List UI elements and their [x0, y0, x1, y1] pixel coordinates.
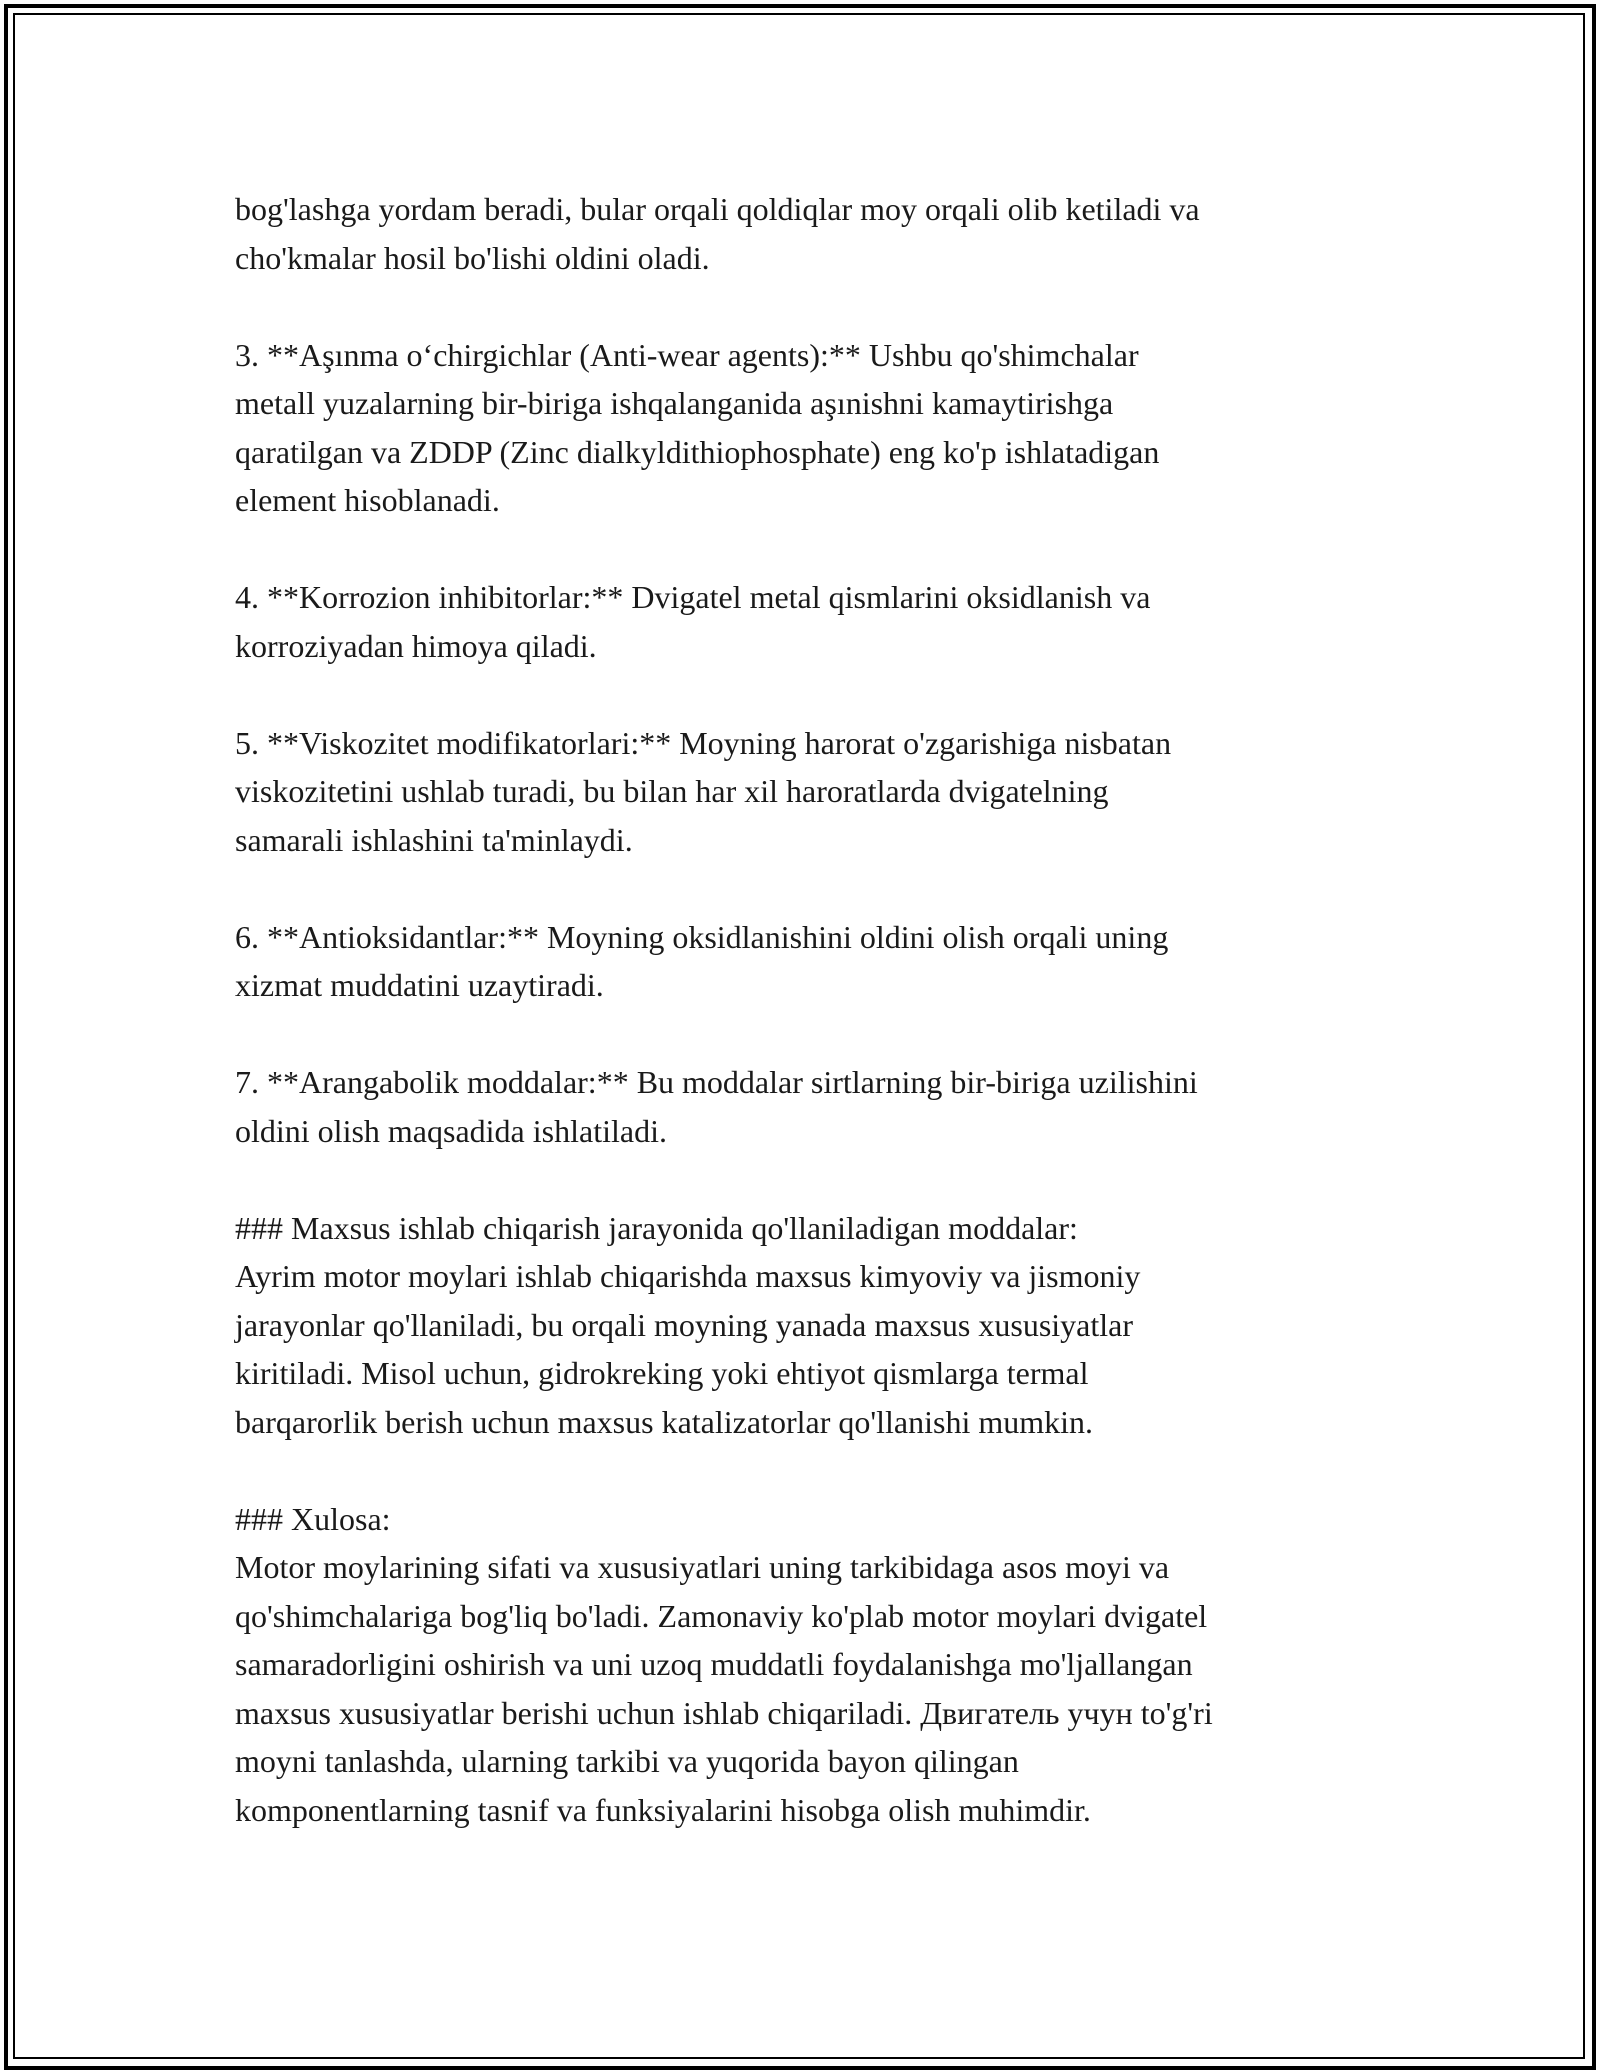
text-line: 7. **Arangabolik moddalar:** Bu moddalar sirtlarning bir-biriga uzilishini	[235, 1064, 1198, 1100]
text-line: maxsus xususiyatlar berishi uchun ishlab chiqariladi. Двигатель учун to'g'ri	[235, 1694, 1213, 1731]
text-line: element hisoblanadi.	[235, 482, 500, 518]
text-line: samaradorligini oshirish va uni uzoq muddatli foydalanishga mo'ljallangan	[235, 1646, 1193, 1682]
section-heading: ### Xulosa:	[235, 1500, 391, 1537]
section-conclusion	[235, 1495, 1385, 1835]
text-line: jarayonlar qo'llaniladi, bu orqali moyning yanada maxsus xususiyatlar	[235, 1306, 1133, 1343]
text-line: moyni tanlashda, ularning tarkibi va yuqorida bayon qilingan	[235, 1743, 1019, 1779]
text-line: Motor moylarining sifati va xususiyatlari uning tarkibidaga asos moyi va	[235, 1549, 1170, 1585]
paragraph-item-7	[235, 1058, 1385, 1155]
paragraph-item-3	[235, 331, 1385, 525]
document-body	[235, 185, 1385, 1834]
text-line: qo'shimchalariga bog'liq bo'ladi. Zamonaviy ko'plab motor moylari dvigatel	[235, 1597, 1208, 1634]
text-line: cho'kmalar hosil bo'lishi oldini oladi.	[235, 239, 710, 276]
text-line: qaratilgan va ZDDP (Zinc dialkyldithiophosphate) eng ko'p ishlatadigan	[235, 433, 1160, 470]
text-line: barqarorlik berish uchun maxsus katalizatorlar qo'llanishi mumkin.	[235, 1403, 1093, 1440]
text-line: bog'lashga yordam beradi, bular orqali qoldiqlar moy orqali olib ketiladi va	[235, 191, 1200, 227]
section-heading: ### Maxsus ishlab chiqarish jarayonida qo'llaniladigan moddalar:	[235, 1209, 1078, 1246]
text-line: 5. **Viskozitet modifikatorlari:** Moyning harorat o'zgarishiga nisbatan	[235, 724, 1172, 761]
text-line: oldini olish maqsadida ishlatiladi.	[235, 1112, 667, 1149]
paragraph-item-4	[235, 573, 1385, 670]
text-line: komponentlarning tasnif va funksiyalarini hisobga olish muhimdir.	[235, 1791, 1091, 1828]
text-line: metall yuzalarning bir-biriga ishqalanganida aşınishni kamaytirishga	[235, 385, 1114, 421]
text-line: 4. **Korrozion inhibitorlar:** Dvigatel metal qismlarini oksidlanish va	[235, 579, 1151, 615]
text-line: 6. **Antioksidantlar:** Moyning oksidlanishini oldini olish orqali uning	[235, 918, 1169, 955]
text-line: kiritiladi. Misol uchun, gidrokreking yoki ehtiyot qismlarga termal	[235, 1355, 1089, 1391]
text-line: korroziyadan himoya qiladi.	[235, 627, 597, 664]
text-line: samarali ishlashini ta'minlaydi.	[235, 821, 633, 858]
section-special-production	[235, 1204, 1385, 1447]
text-line: Ayrim motor moylari ishlab chiqarishda maxsus kimyoviy va jismoniy	[235, 1258, 1141, 1294]
text-line: xizmat muddatini uzaytiradi.	[235, 967, 604, 1003]
paragraph-item-6	[235, 913, 1385, 1010]
paragraph-intro-continued	[235, 185, 1385, 282]
text-line: 3. **Aşınma o‘chirgichlar (Anti-wear agents):** Ushbu qo'shimchalar	[235, 336, 1139, 373]
text-line: viskozitetini ushlab turadi, bu bilan har xil haroratlarda dvigatelning	[235, 773, 1109, 809]
paragraph-item-5	[235, 719, 1385, 865]
